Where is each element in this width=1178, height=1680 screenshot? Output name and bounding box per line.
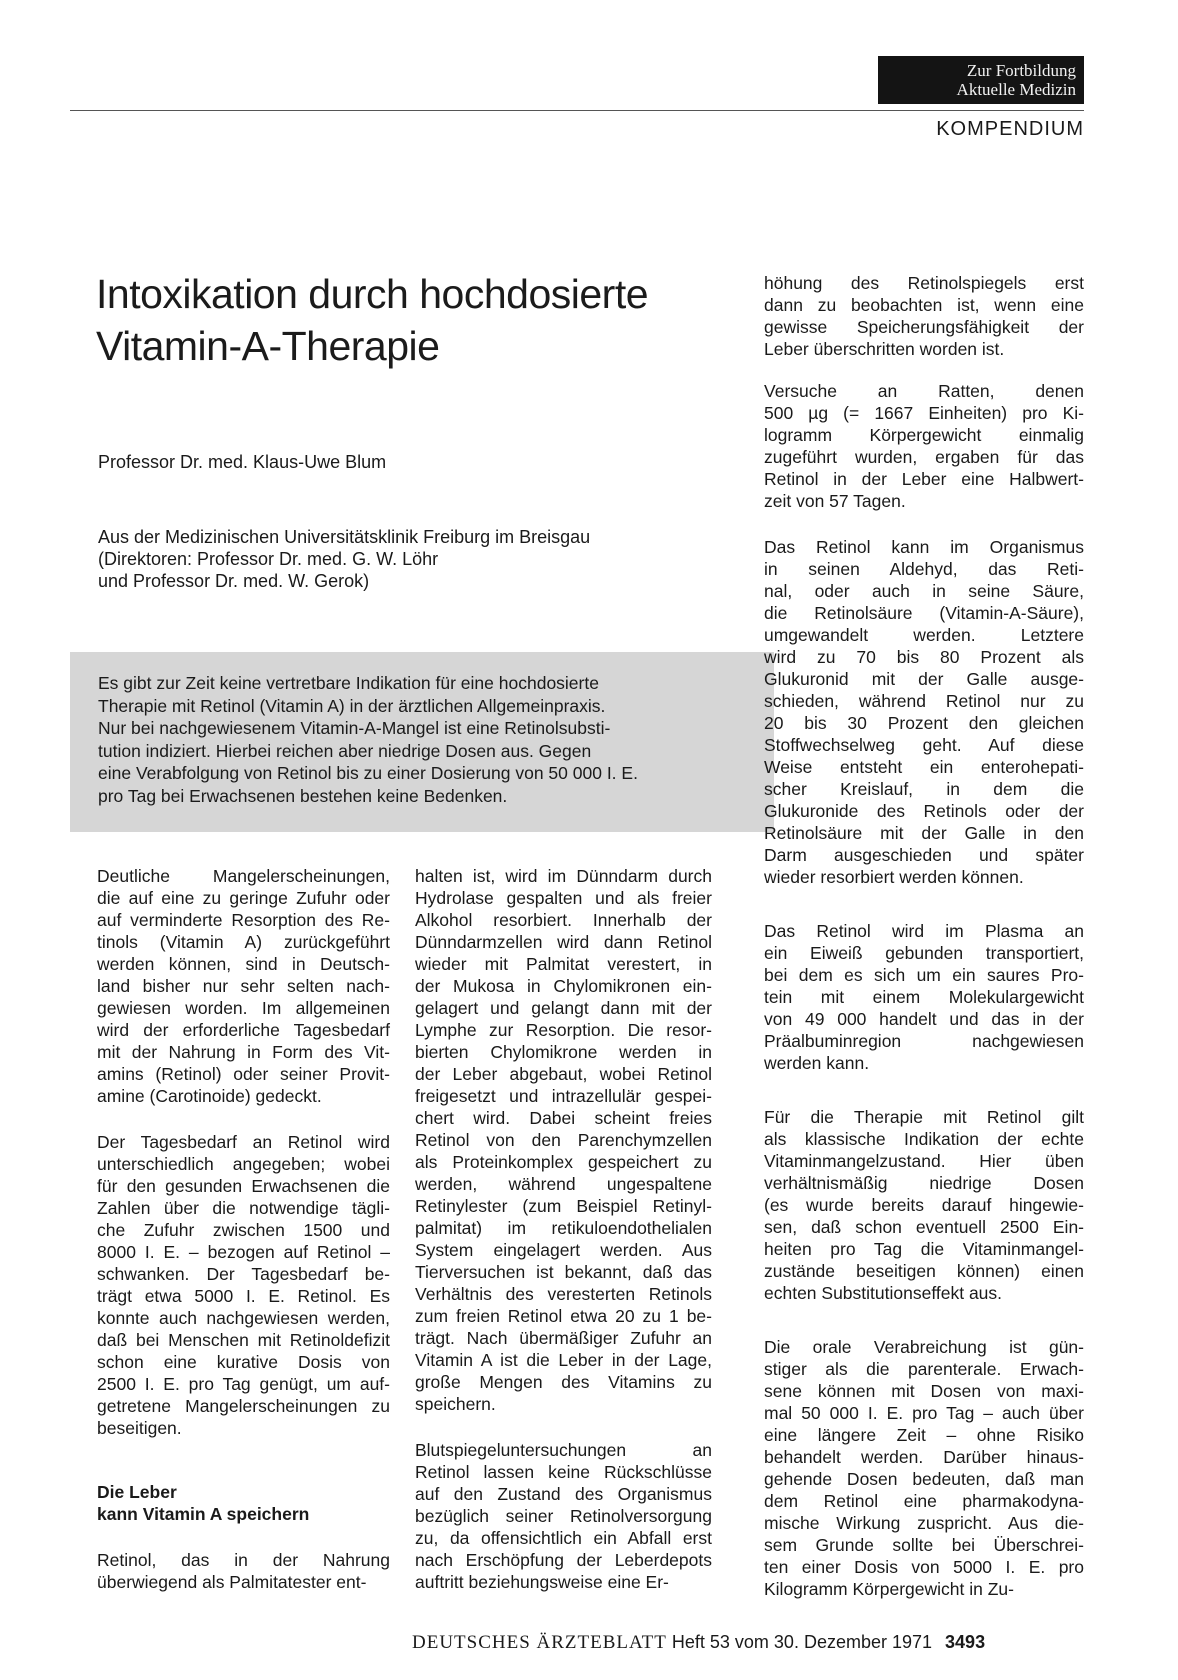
badge-line-1: Zur Fortbildung [966, 61, 1076, 80]
text-line: Darm ausgeschieden und später [764, 845, 1084, 865]
text-line: Die Leber [97, 1482, 177, 1502]
text-line: eine längere Zeit – ohne Risiko [764, 1425, 1084, 1445]
text-line: konnte auch nachgewiesen werden, [97, 1308, 390, 1328]
text-line: Das Retinol kann im Organismus [764, 537, 1084, 557]
text-line: auftritt beziehungsweise eine Er- [415, 1572, 669, 1592]
text-line: kann Vitamin A speichern [97, 1504, 310, 1524]
text-line: die Retinolsäure (Vitamin-A-Säure), [764, 603, 1084, 623]
paragraph [764, 272, 1084, 360]
text-line: zugeführt wurden, ergaben für das [764, 447, 1084, 467]
text-line: zeit von 57 Tagen. [764, 491, 906, 511]
text-line: speichern. [415, 1394, 496, 1414]
author: Professor Dr. med. Klaus-Uwe Blum [98, 452, 387, 472]
text-line: 500 µg (= 1667 Einheiten) pro Ki- [764, 403, 1084, 423]
text-line: daß bei Menschen mit Retinoldefizit [97, 1330, 390, 1350]
section-heading [97, 1481, 390, 1525]
text-line: sene können mit Dosen von maxi- [764, 1381, 1084, 1401]
text-line: verhältnismäßig niedrige Dosen [764, 1173, 1084, 1193]
text-line: Retinol in der Leber eine Halbwert- [764, 469, 1084, 489]
text-line: für den gesunden Erwachsenen die [97, 1176, 390, 1196]
text-line: sen, daß schon eventuell 2500 Ein- [764, 1217, 1084, 1237]
text-line: Vitamin A ist die Leber in der Lage, [415, 1350, 712, 1370]
text-line: 2500 I. E. pro Tag genügt, um auf- [97, 1374, 390, 1394]
abstract-line: Es gibt zur Zeit keine vertretbare Indikation für eine hochdosierte [98, 673, 599, 693]
text-line: mische Wirkung zuspricht. Aus die- [764, 1513, 1084, 1533]
paragraph [764, 920, 1084, 1074]
text-line: wird zu 70 bis 80 Prozent als [764, 647, 1084, 667]
text-line: werden kann. [764, 1053, 870, 1073]
text-line: zu, da offensichtlich ein Abfall erst [415, 1528, 712, 1548]
text-line: schon eine kurative Dosis von [97, 1352, 390, 1372]
header-rule [70, 110, 1084, 111]
text-line: Retinol von den Parenchymzellen [415, 1130, 712, 1150]
paragraph [415, 865, 712, 1415]
text-line: amins (Retinol) oder seiner Provit- [97, 1064, 390, 1084]
text-line: zum freien Retinol etwa 20 zu 1 be- [415, 1306, 712, 1326]
paragraph [764, 380, 1084, 512]
paragraph [97, 865, 390, 1107]
text-line: Für die Therapie mit Retinol gilt [764, 1107, 1084, 1127]
text-line: wieder resorbiert werden können. [764, 867, 1024, 887]
text-line: dem Retinol eine pharmakodyna- [764, 1491, 1084, 1511]
paragraph [764, 1106, 1084, 1304]
text-line: ein Eiweiß gebunden transportiert, [764, 943, 1084, 963]
title-line-1: Intoxikation durch hochdosierte [96, 271, 649, 317]
text-line: System eingelagert werden. Aus [415, 1240, 712, 1260]
text-line: wieder mit Palmitat verestert, in [415, 954, 712, 974]
text-line: überwiegend als Palmitatester ent- [97, 1572, 367, 1592]
text-line: schieden, während Retinol nur zu [764, 691, 1084, 711]
text-line: echten Substitutionseffekt aus. [764, 1283, 1003, 1303]
paragraph [97, 1131, 390, 1439]
column-3 [764, 272, 1084, 1624]
text-line: höhung des Retinolspiegels erst [764, 273, 1084, 293]
text-line: trägt etwa 5000 I. E. Retinol. Es [97, 1286, 390, 1306]
text-line: zustände beseitigen können) einen [764, 1261, 1084, 1281]
text-line: werden können, sind in Deutsch- [97, 954, 390, 974]
article-title [96, 268, 648, 372]
text-line: Präalbuminregion nachgewiesen [764, 1031, 1084, 1051]
text-line: Die orale Verabreichung ist gün- [764, 1337, 1084, 1357]
column-2 [415, 865, 712, 1617]
text-line: gehende Dosen bedeuten, daß man [764, 1469, 1084, 1489]
text-line: beseitigen. [97, 1418, 182, 1438]
text-line: bezüglich seiner Retinolversorgung [415, 1506, 712, 1526]
text-line: bierten Chylomikrone werden in [415, 1042, 712, 1062]
text-line: mit der Nahrung in Form des Vit- [97, 1042, 390, 1062]
text-line: scher Kreislauf, in dem die [764, 779, 1084, 799]
text-line: amine (Carotinoide) gedeckt. [97, 1086, 322, 1106]
text-line: auf verminderte Resorption des Re- [97, 910, 390, 930]
text-line: stiger als die parenterale. Erwach- [764, 1359, 1084, 1379]
text-line: Hydrolase gespalten und als freier [415, 888, 712, 908]
abstract-line: tution indiziert. Hierbei reichen aber niedrige Dosen aus. Gegen [98, 740, 592, 761]
page-number: 3493 [945, 1632, 986, 1652]
text-line: sem Grunde sollte bei Überschrei- [764, 1535, 1084, 1555]
text-line: dann zu beobachten ist, wenn eine [764, 295, 1084, 315]
text-line: 20 bis 30 Prozent den gleichen [764, 713, 1084, 733]
abstract-line: Therapie mit Retinol (Vitamin A) in der ärztlichen Allgemeinpraxis. [98, 695, 606, 716]
text-line: (es wurde bereits darauf hingewie- [764, 1195, 1084, 1215]
text-line: als klassische Indikation der echte [764, 1129, 1084, 1149]
text-line: logramm Körpergewicht einmalig [764, 425, 1084, 445]
paragraph [97, 1549, 390, 1593]
text-line: Deutliche Mangelerscheinungen, [97, 866, 390, 886]
text-line: gewisse Speicherungsfähigkeit der [764, 317, 1084, 337]
text-line: Vitaminmangelzustand. Hier üben [764, 1151, 1084, 1171]
text-line: Alkohol resorbiert. Innerhalb der [415, 910, 712, 930]
affiliation-line: (Direktoren: Professor Dr. med. G. W. Löhr [98, 549, 439, 569]
text-line: tein mit einem Molekulargewicht [764, 987, 1084, 1007]
text-line: Retinol lassen keine Rückschlüsse [415, 1462, 712, 1482]
text-line: Kilogramm Körpergewicht in Zu- [764, 1579, 1014, 1599]
text-line: 8000 I. E. – bezogen auf Retinol – [97, 1242, 390, 1262]
text-line: Lymphe zur Resorption. Die resor- [415, 1020, 712, 1040]
text-line: mal 50 000 I. E. pro Tag – auch über [764, 1403, 1084, 1423]
text-line: umgewandelt werden. Letztere [764, 625, 1084, 645]
text-line: freigesetzt und intrazellulär gespei- [415, 1086, 712, 1106]
text-line: Tierversuchen ist bekannt, daß das [415, 1262, 712, 1282]
text-line: der Mukosa in Chylomikronen ein- [415, 976, 712, 996]
text-line: Retinolsäure mit der Galle in den [764, 823, 1084, 843]
paragraph [764, 1336, 1084, 1600]
abstract-line: eine Verabfolgung von Retinol bis zu einer Dosierung von 50 000 I. E. [98, 763, 638, 783]
text-line: behandelt werden. Darüber hinaus- [764, 1447, 1084, 1467]
text-line: land bisher nur sehr selten nach- [97, 976, 390, 996]
text-line: von 49 000 handelt und das in der [764, 1009, 1084, 1029]
text-line: Blutspiegeluntersuchungen an [415, 1440, 712, 1460]
text-line: Dünndarmzellen wird dann Retinol [415, 932, 712, 952]
text-line: getretene Mangelerscheinungen zu [97, 1396, 390, 1416]
text-line: chert wird. Dabei scheint freies [415, 1108, 712, 1128]
text-line: ten einer Dosis von 5000 I. E. pro [764, 1557, 1084, 1577]
affiliation [98, 526, 590, 592]
text-line: che Zufuhr zwischen 1500 und [97, 1220, 390, 1240]
text-line: Glukuronid mit der Galle ausge- [764, 669, 1084, 689]
abstract-line: pro Tag bei Erwachsenen bestehen keine Bedenken. [98, 785, 508, 806]
text-line: Leber überschritten worden ist. [764, 339, 1005, 359]
text-line: der Leber abgebaut, wobei Retinol [415, 1064, 712, 1084]
text-line: Weise entsteht ein enterohepati- [764, 757, 1084, 777]
text-line: palmitat) im retikuloendothelialen [415, 1218, 712, 1238]
abstract-line: Nur bei nachgewiesenem Vitamin-A-Mangel ist eine Retinolsubsti- [98, 718, 611, 738]
text-line: nach Erschöpfung der Leberdepots [415, 1550, 712, 1570]
text-line: heiten pro Tag die Vitaminmangel- [764, 1239, 1084, 1259]
text-line: auf den Zustand des Organismus [415, 1484, 712, 1504]
affiliation-line: Aus der Medizinischen Universitätsklinik Freiburg im Breisgau [98, 527, 591, 547]
column-1 [97, 865, 390, 1617]
issue-info: Heft 53 vom 30. Dezember 1971 [671, 1632, 933, 1652]
text-line: gelagert und gelangt dann mit der [415, 998, 712, 1018]
footer [412, 1632, 985, 1654]
text-line: Retinol, das in der Nahrung [97, 1550, 390, 1570]
text-line: werden, während ungespaltene [415, 1174, 712, 1194]
journal-name: DEUTSCHES ÄRZTEBLATT [412, 1632, 667, 1653]
affiliation-line: und Professor Dr. med. W. Gerok) [98, 571, 370, 591]
text-line: Retinylester (zum Beispiel Retinyl- [415, 1196, 712, 1216]
badge-line-2: Aktuelle Medizin [956, 80, 1076, 99]
text-line: schwanken. Der Tagesbedarf be- [97, 1264, 390, 1284]
text-line: große Mengen des Vitamins zu [415, 1372, 712, 1392]
text-line: trägt. Nach übermäßiger Zufuhr an [415, 1328, 712, 1348]
text-line: Glukuronide des Retinols oder der [764, 801, 1084, 821]
text-line: Versuche an Ratten, denen [764, 381, 1084, 401]
text-line: halten ist, wird im Dünndarm durch [415, 866, 712, 886]
text-line: die auf eine zu geringe Zufuhr oder [97, 888, 390, 908]
title-line-2: Vitamin-A-Therapie [96, 323, 440, 369]
text-line: bei dem es sich um ein saures Pro- [764, 965, 1084, 985]
text-line: Das Retinol wird im Plasma an [764, 921, 1084, 941]
text-line: als Proteinkomplex gespeichert zu [415, 1152, 712, 1172]
text-line: Der Tagesbedarf an Retinol wird [97, 1132, 390, 1152]
text-line: Zahlen über die notwendige tägli- [97, 1198, 390, 1218]
text-line: Stoffwechselweg geht. Auf diese [764, 735, 1084, 755]
text-line: wird der erforderliche Tagesbedarf [97, 1020, 390, 1040]
paragraph [764, 536, 1084, 888]
section-label: KOMPENDIUM [936, 118, 1084, 140]
text-line: nal, oder auch in seine Säure, [764, 581, 1084, 601]
text-line: tinols (Vitamin A) zurückgeführt [97, 932, 390, 952]
text-line: Verhältnis des veresterten Retinols [415, 1284, 712, 1304]
text-line: in seinen Aldehyd, das Reti- [764, 559, 1084, 579]
text-line: unterschiedlich angegeben; wobei [97, 1154, 390, 1174]
section-badge [878, 56, 1084, 104]
text-line: gewiesen worden. Im allgemeinen [97, 998, 390, 1018]
paragraph [415, 1439, 712, 1593]
abstract-box [70, 652, 774, 832]
